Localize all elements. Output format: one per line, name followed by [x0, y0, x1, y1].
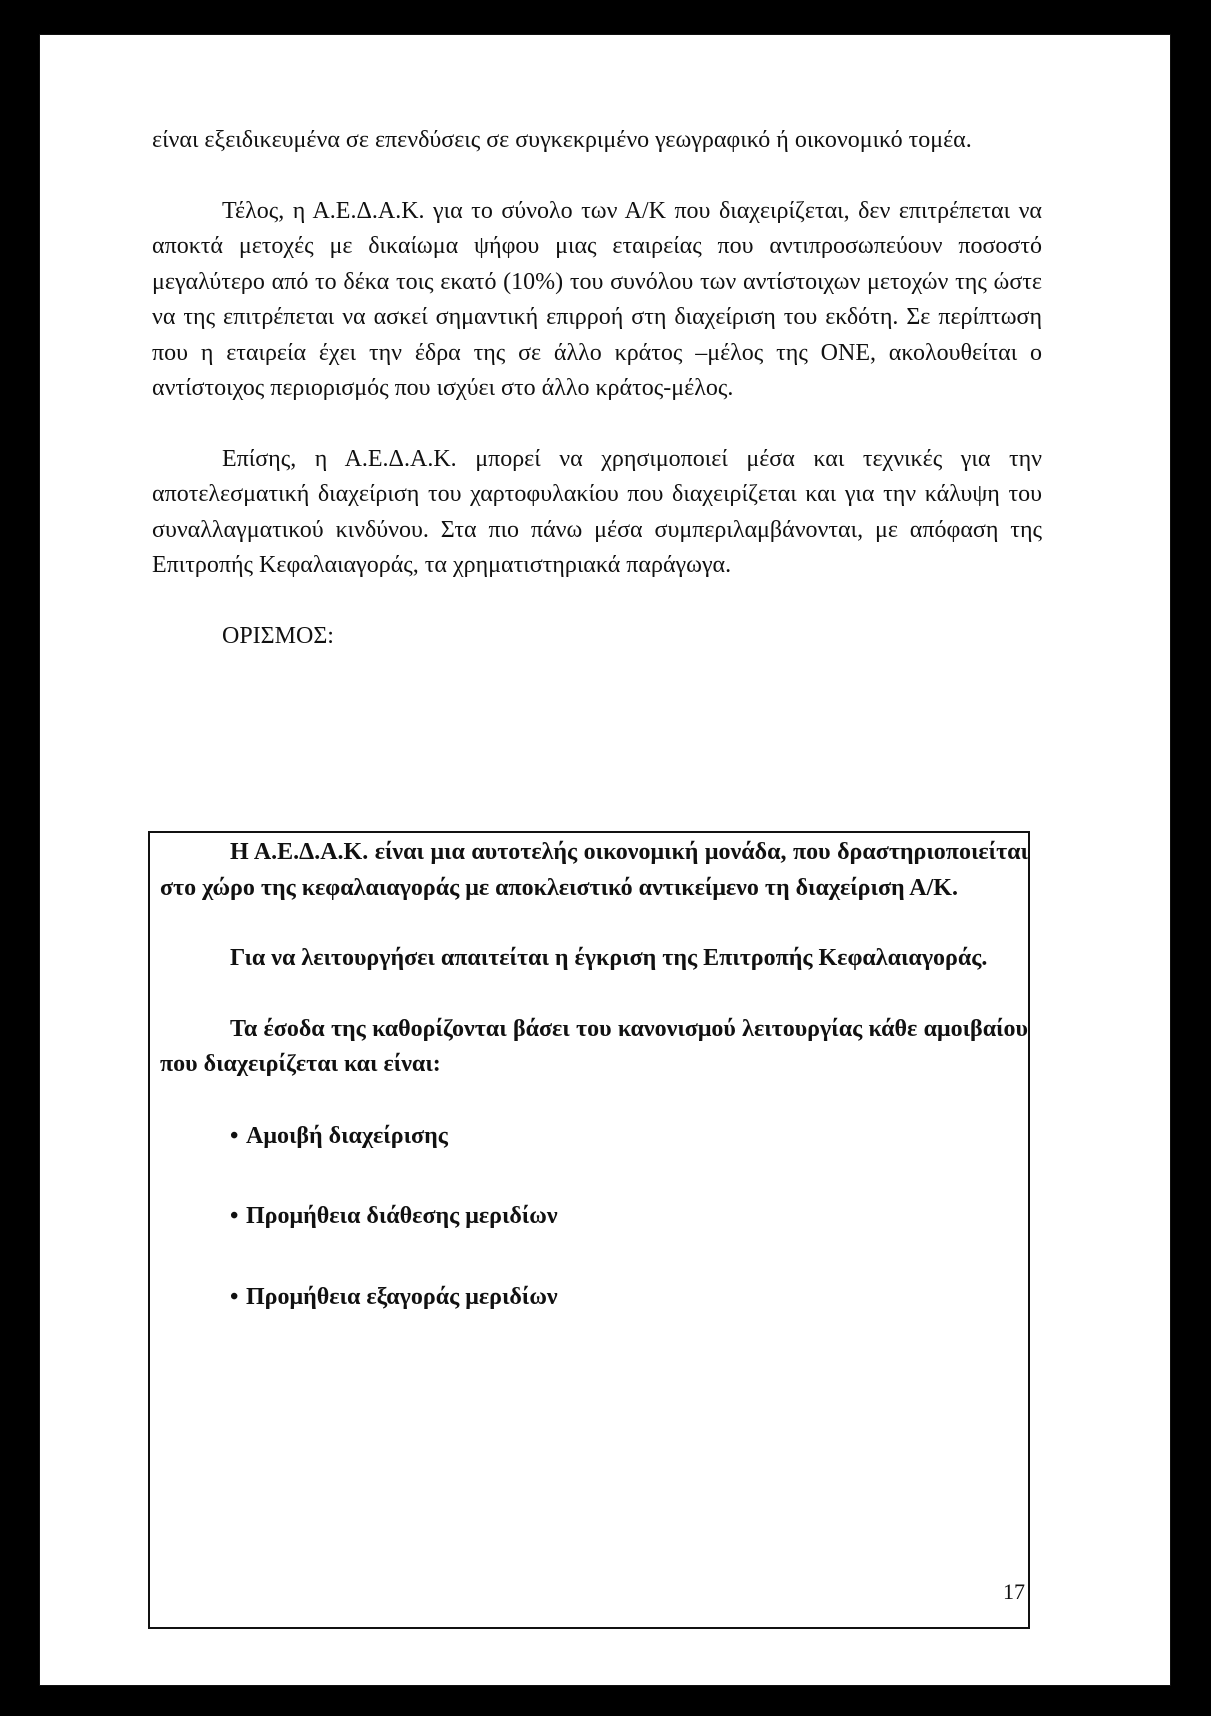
body-text [152, 123, 1042, 710]
list-item: • Προμήθεια διάθεσης μεριδίων [230, 1199, 1032, 1235]
paragraph-techniques: Επίσης, η Α.Ε.Δ.Α.Κ. μπορεί να χρησιμοποιεί μέσα και τεχνικές για την αποτελεσματική διαχείριση του χαρτοφυλακίου που διαχειρίζεται και για την κάλυψη του συναλλαγματικού κινδύνου. Στα πιο πάνω μέσα συμπεριλαμβάνονται, με απόφαση της Επιτροπής Κεφαλαιαγοράς, τα χρηματιστηριακά παράγωγα. [152, 445, 1042, 578]
document-page [40, 35, 1170, 1685]
paragraph-share-limit: Τέλος, η Α.Ε.Δ.Α.Κ. για το σύνολο των Α/Κ που διαχειρίζεται, δεν επιτρέπεται να αποκτά μετοχές με δικαίωμα ψήφου μιας εταιρείας που αντιπροσωπεύουν ποσοστό μεγαλύτερο από το δέκα τοις εκατό (10%) του συνόλου των αντίστοιχων μετοχών της ώστε να της επιτρέπεται να ασκεί σημαντική επιρροή στη διαχείριση του εκδότη. Σε περίπτωση που η εταιρεία έχει την έδρα της σε άλλο κράτος –μέλος της ΟΝΕ, ακολουθείται ο αντίστοιχος περιορισμός που ισχύει στο άλλο κράτος-μέλος. [152, 197, 1042, 401]
revenue-text: Τα έσοδα της καθορίζονται βάσει του κανονισμού λειτουργίας κάθε αμοιβαίου που διαχειρίζεται και είναι: [160, 1015, 1028, 1077]
definition-box [150, 835, 1032, 1360]
list-item: • Προμήθεια εξαγοράς μεριδίων [230, 1280, 1032, 1316]
paragraph-continued: είναι εξειδικευμένα σε επενδύσεις σε συγκεκριμένο γεωγραφικό ή οικονομικό τομέα. [152, 127, 972, 153]
list-item: • Αμοιβή διαχείρισης [230, 1119, 1032, 1155]
revenue-list [150, 1119, 1032, 1316]
approval-text: Για να λειτουργήσει απαιτείται η έγκριση της Επιτροπής Κεφαλαιαγοράς. [230, 945, 988, 971]
page-number: 17 [1003, 1579, 1025, 1604]
definition-text: Η Α.Ε.Δ.Α.Κ. είναι μια αυτοτελής οικονομική μονάδα, που δραστηριοποιείται στο χώρο της κεφαλαιαγοράς με αποκλειστικό αντικείμενο τη διαχείριση Α/Κ. [160, 839, 1028, 901]
section-heading: ΟΡΙΣΜΟΣ: [222, 622, 334, 649]
